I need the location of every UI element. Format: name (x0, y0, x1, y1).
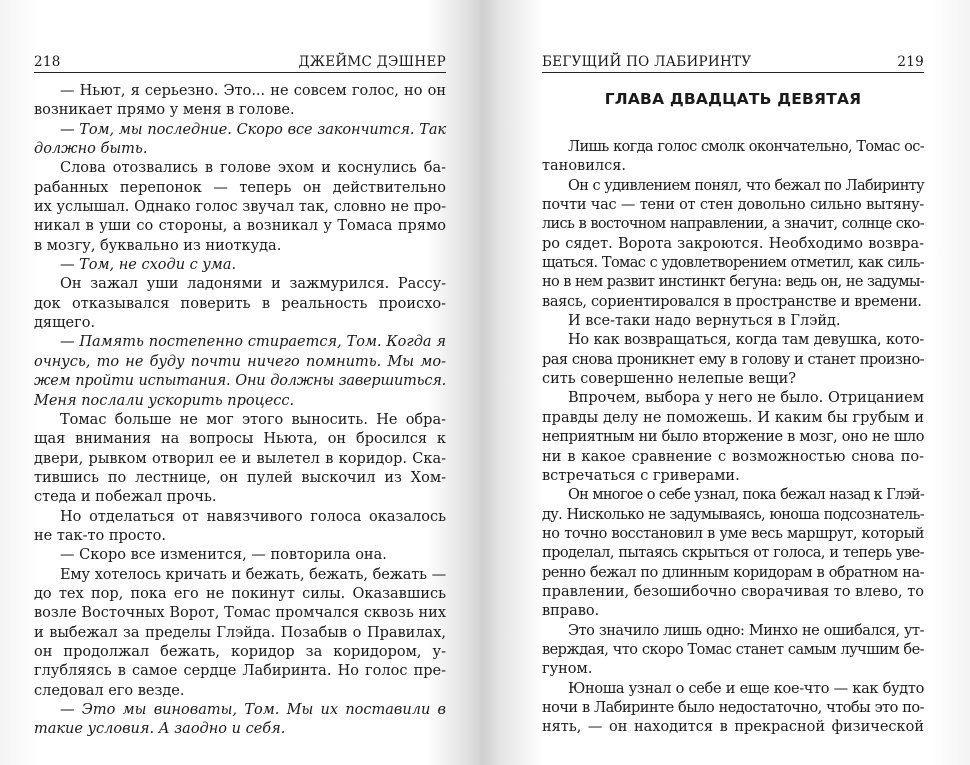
text-line: их услышал. Однако голос звучал так, словно не про- (34, 199, 446, 216)
text-line: И все-таки надо вернуться в Глэйд. (568, 313, 841, 330)
text-line: — Это мы виноваты, Том. Мы их поставили в (60, 702, 446, 718)
text-line: Он зажал уши ладонями и зажмурился. Рассу- (60, 276, 446, 293)
text-line: щаться. Томас с удовлетворением отметил, как силь- (542, 255, 924, 272)
text-line: — Память постепенно стирается, Том. Когда я (60, 334, 446, 351)
running-head-title: БЕГУЩИЙ ПО ЛАБИРИНТУ (542, 54, 752, 70)
text-line: встречаться с гриверами. (542, 467, 740, 484)
left-page-header (34, 50, 446, 73)
text-line: правды делу не поможешь. И каким бы грубым и (542, 409, 924, 426)
text-line: тановился. (542, 158, 626, 175)
text-line: Меня послали ускорить процесс. (34, 392, 295, 409)
text-line: такие условия. А заодно и себя. (34, 721, 286, 738)
text-line: Это значило лишь одно: Минхо не ошибался, ут- (568, 622, 924, 639)
text-line: он продолжал бежать, коридор за коридором, у- (34, 643, 446, 660)
text-line: жем пройти испытания. Они должны завершиться. (34, 373, 446, 390)
left-page-text (34, 82, 446, 740)
text-line: правлении, безошибочно сворачивая то влево, то (542, 583, 924, 600)
text-line: почти час — тени от стен довольно сильно вытяну- (542, 197, 924, 214)
text-line: ренно бежал по длинным коридорам в обратном на- (542, 564, 924, 581)
right-page-header (542, 50, 924, 73)
text-line: вправо. (542, 603, 600, 620)
text-line: ни в какое сравнение с возможностью снова по- (542, 448, 924, 465)
text-line: Слова отозвались в голове эхом и коснулись ба- (60, 160, 446, 177)
text-line: и выбежал за пределы Глэйда. Позабыв о Правилах, (34, 624, 446, 641)
text-line: очнусь, то не буду почти ничего помнить. Мы мо- (34, 353, 446, 370)
text-line: но в нем развит инстинкт бегуна: ведь он, не задумы- (542, 274, 924, 291)
text-line: ду. Нисколько не задумываясь, юноша подсознатель- (542, 506, 924, 523)
text-line: следовал его везде. (34, 682, 185, 699)
text-line: ваясь, сориентировался в пространстве и времени. (542, 293, 922, 310)
text-line: должно быть. (34, 141, 148, 158)
text-line: Лишь когда голос смолк окончательно, Томас ос- (568, 139, 924, 155)
text-line: Но отделаться от навязчивого голоса оказалось (60, 508, 446, 525)
text-line: глубляясь в самое сердце Лабиринта. Но голос пре- (34, 663, 446, 680)
text-line: в мозгу, буквально из ниоткуда. (34, 237, 282, 254)
text-line: — Ньют, я серьезно. Это... не совсем голос, но он (60, 83, 446, 99)
text-line: Он с удивлением понял, что бежал по Лабиринту (568, 177, 924, 194)
text-line: ночи в Лабиринте было недостаточно, чтобы это по- (542, 699, 924, 716)
text-line: тившись по лестнице, он пулей выскочил из Хом- (34, 469, 446, 486)
text-line: стеда и побежал прочь. (34, 489, 217, 506)
text-line: Ему хотелось кричать и бежать, бежать, бежать — (60, 566, 446, 583)
text-line: никал в уши со стороны, а возникал у Томаса прямо (34, 218, 446, 235)
text-line: док отказывался поверить в реальность происхо- (34, 295, 446, 312)
left-page (0, 0, 484, 765)
text-line: гуном. (542, 661, 593, 678)
right-page-text (542, 138, 924, 738)
text-line: — Том, не сходи с ума. (60, 257, 237, 274)
page-number-218: 218 (34, 54, 61, 70)
text-line: щая внимания на вопросы Ньюта, он бросился к (34, 431, 446, 448)
text-line: сить совершенно нелепые вещи? (542, 371, 797, 388)
text-line: Он многое о себе узнал, пока бежал назад к Глэй- (568, 487, 924, 504)
text-line: ро сядет. Ворота закроются. Необходимо возвра- (542, 235, 924, 252)
text-line: двери, рывком отворил ее и вылетел в коридор. Ска- (34, 450, 446, 467)
text-line: не так-то просто. (34, 527, 167, 544)
text-line: Юноша узнал о себе и еще кое-что — как будто (568, 680, 924, 697)
text-line: дящего. (34, 315, 96, 332)
text-line: Томас больше не мог этого выносить. Не обра- (60, 411, 446, 428)
text-line: нять, — он находится в прекрасной физической (542, 719, 924, 736)
chapter-title: ГЛАВА ДВАДЦАТЬ ДЕВЯТАЯ (604, 90, 862, 108)
page-number-219: 219 (897, 54, 924, 70)
text-line: неприятным ни было вторжение в мозг, оно не шло (542, 429, 924, 446)
text-line: возле Восточных Ворот, Томас промчался сквозь них (34, 605, 446, 622)
text-line: — Скоро все изменится, — повторила она. (60, 547, 387, 564)
text-line: до тех пор, пока его не покинут силы. Оказавшись (34, 585, 446, 602)
text-line: но точно восстановил в уме весь маршрут, который (542, 525, 924, 542)
text-line: Но как возвращаться, когда там девушка, кото- (568, 332, 924, 349)
text-line: возникает прямо у меня в голове. (34, 102, 295, 119)
text-line: проделал, пытаясь скрыться от голоса, и теперь уве- (542, 545, 924, 562)
text-line: рабанных перепонок — теперь он действительно (34, 179, 446, 196)
text-line: верждая, что скоро Томас станет самым лучшим бе- (542, 641, 924, 658)
text-line: — Том, мы последние. Скоро все закончится. Так (60, 121, 446, 138)
text-line: Впрочем, выбора у него не было. Отрицанием (568, 390, 924, 407)
right-page (486, 0, 970, 765)
text-line: лись в восточном направлении, а значит, солнце ско- (542, 216, 924, 233)
text-line: рая снова проникнет ему в голову и станет произно- (542, 351, 924, 368)
running-head-author: ДЖЕЙМС ДЭШНЕР (298, 54, 446, 70)
